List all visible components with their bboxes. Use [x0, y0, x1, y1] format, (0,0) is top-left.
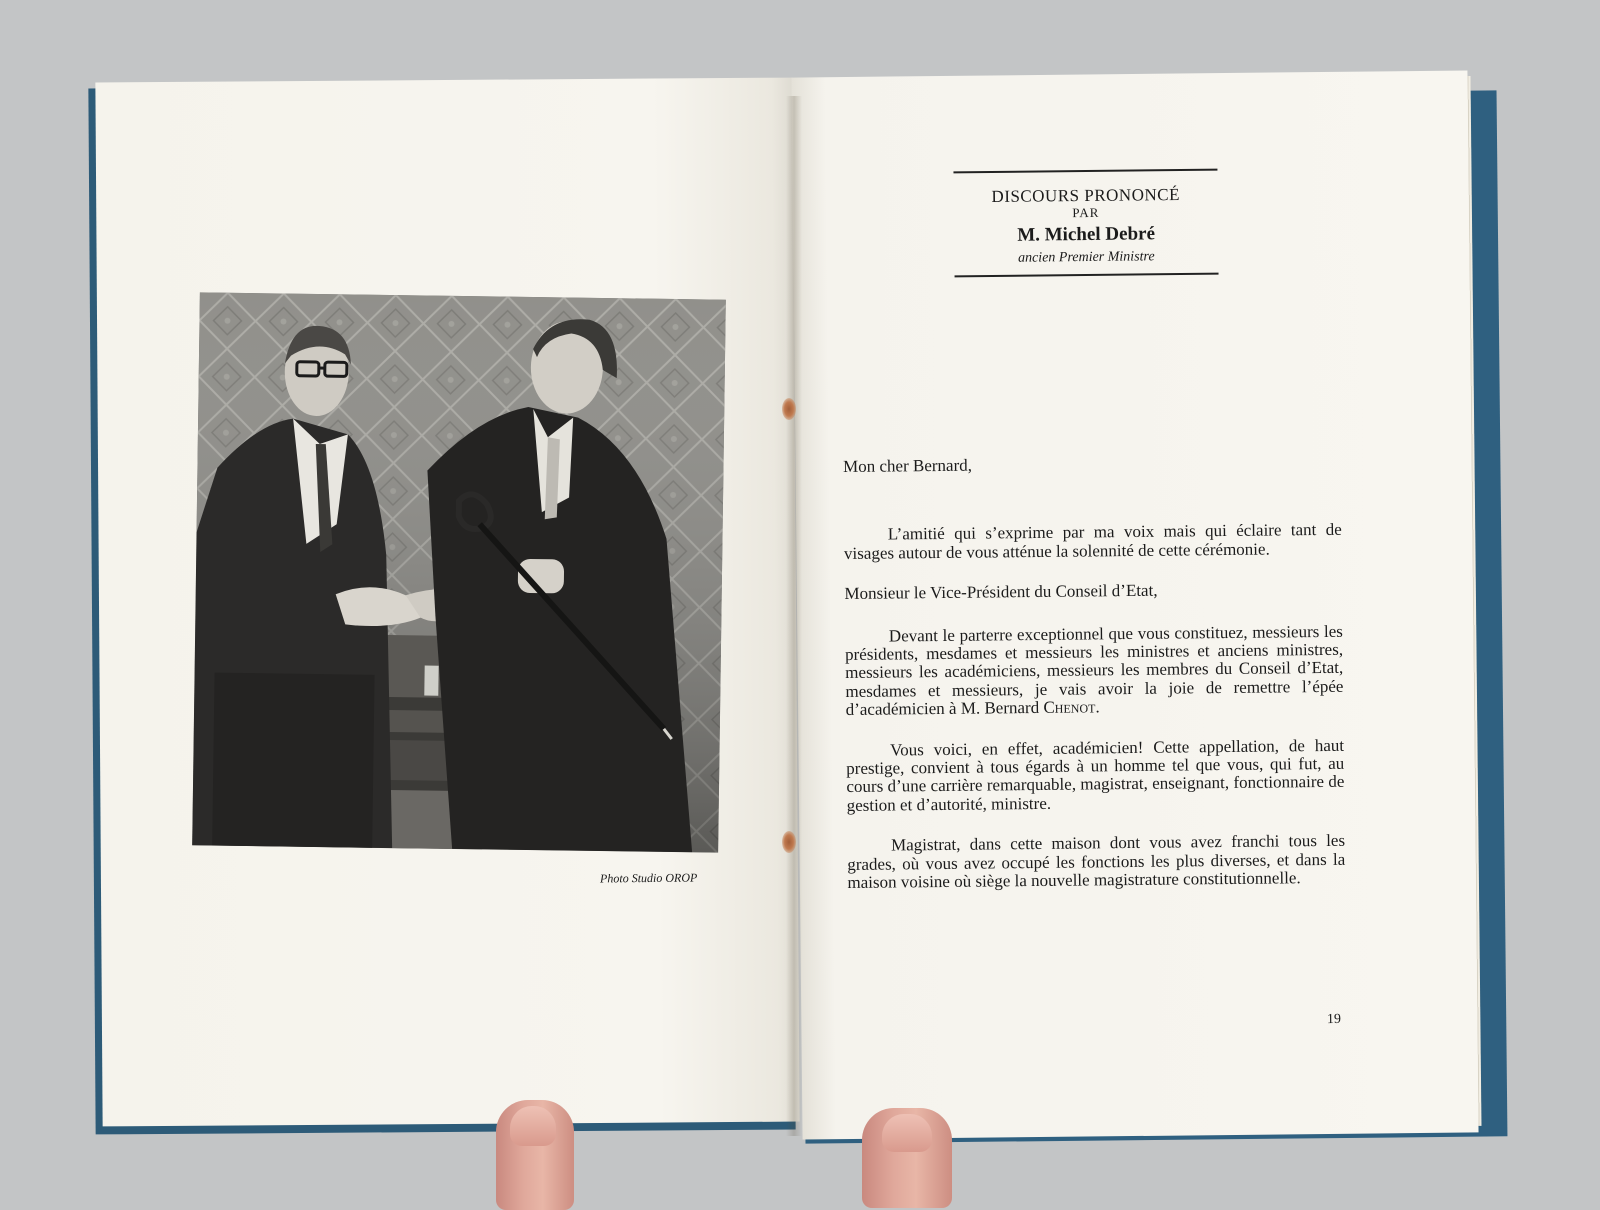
- salutation-second: Monsieur le Vice-Président du Conseil d’Etat,: [844, 580, 1342, 604]
- speaker-role: ancien Premier Ministre: [952, 249, 1220, 268]
- salutation-first: Mon cher Bernard,: [843, 453, 1341, 477]
- holding-finger-left: [496, 1100, 574, 1210]
- paragraph-3: Vous voici, en effet, académicien! Cette appellation, de haut prestige, convient à tous égards à un homme tel que vous, qui fut, au cours d’une carrière remarquable, magistrat, enseignant, fonctionnaire de gestion et d’autorité, ministre.: [846, 736, 1345, 815]
- speech-text: [843, 453, 1346, 893]
- fingernail-left: [510, 1106, 556, 1146]
- gutter-shadow: [786, 96, 802, 1136]
- paragraph-2-name: Chenot.: [1043, 698, 1099, 718]
- paragraph-2-text: Devant le parterre exceptionnel que vous constituez, messieurs les présidents, mesdames et messieurs les ministres et anciens ministres, messieurs les académiciens, messieurs les membres du Conseil d’Etat, mesdames et messieurs, je vais avoir la joie de remettre l’épée d’académicien à M. Bernard: [845, 621, 1344, 719]
- speech-title-block: [951, 169, 1220, 278]
- paragraph-1: L’amitié qui s’exprime par ma voix mais qui éclaire tant de visages autour de vous atténue la solennité de cette cérémonie.: [844, 521, 1342, 563]
- ceremony-photo-illustration: [192, 292, 726, 852]
- speech-title: DISCOURS PRONONCÉ: [952, 185, 1220, 208]
- speaker-name: M. Michel Debré: [952, 223, 1220, 248]
- holding-finger-right: [862, 1108, 952, 1208]
- staple-rust-top: [782, 398, 796, 420]
- ceremony-photo: [192, 292, 726, 852]
- fingernail-right: [882, 1114, 932, 1152]
- paragraph-2: [845, 622, 1344, 719]
- speech-title-par: PAR: [952, 205, 1220, 222]
- photo-credit: Photo Studio OROP: [600, 870, 697, 886]
- staple-rust-bottom: [782, 831, 796, 853]
- page-number: 19: [1327, 1012, 1341, 1028]
- paragraph-4: Magistrat, dans cette maison dont vous avez franchi tous les grades, où vous avez occupé les fonctions les plus diverses, et dans la maison voisine où siège la nouvelle magistrature constitutionnelle.: [847, 832, 1346, 892]
